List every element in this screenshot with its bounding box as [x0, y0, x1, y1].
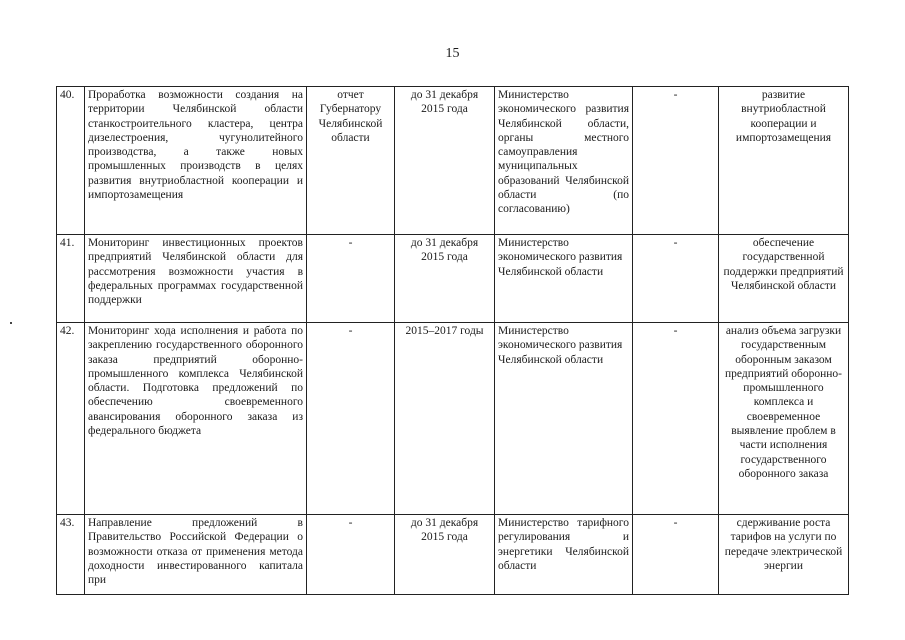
row-deadline: до 31 декабря 2015 года	[395, 87, 495, 235]
row-funding: -	[633, 323, 719, 515]
row-expected-result: сдерживание роста тарифов на услуги по передаче электрической энергии	[719, 515, 849, 595]
row-executor: Министерство экономического развития Челябинской области	[495, 235, 633, 323]
row-deadline: до 31 декабря 2015 года	[395, 515, 495, 595]
row-report-form: -	[307, 515, 395, 595]
row-report-form: -	[307, 235, 395, 323]
row-expected-result: развитие внутриобластной кооперации и импортозамещения	[719, 87, 849, 235]
row-expected-result: обеспечение государственной поддержки предприятий Челябинской области	[719, 235, 849, 323]
row-report-form: -	[307, 323, 395, 515]
row-executor: Министерство экономического развития Челябинской области, органы местного самоуправления муниципальных образований Челябинской области (по согласованию)	[495, 87, 633, 235]
row-number: 42.	[57, 323, 85, 515]
table-row	[57, 323, 849, 515]
row-deadline: до 31 декабря 2015 года	[395, 235, 495, 323]
row-executor: Министерство экономического развития Челябинской области	[495, 323, 633, 515]
table-row	[57, 235, 849, 323]
row-description: Проработка возможности создания на территории Челябинской области станкостроительного кластера, центра дизелестроения, чугунолитейного производства, а также новых промышленных производств в целях развития внутриобластной кооперации и импортозамещения	[85, 87, 307, 235]
row-deadline: 2015–2017 годы	[395, 323, 495, 515]
action-plan-table	[56, 86, 849, 595]
row-expected-result: анализ объема загрузки государственным оборонным заказом предприятий оборонно-промышленного комплекса и своевременное выявление проблем в части исполнения государственного оборонного заказа	[719, 323, 849, 515]
row-number: 40.	[57, 87, 85, 235]
row-description: Мониторинг инвестиционных проектов предприятий Челябинской области для рассмотрения возможности участия в федеральных программах государственной поддержки	[85, 235, 307, 323]
row-executor: Министерство тарифного регулирования и энергетики Челябинской области	[495, 515, 633, 595]
row-number: 41.	[57, 235, 85, 323]
table-row	[57, 87, 849, 235]
page-number: 15	[445, 46, 460, 61]
row-description: Направление предложений в Правительство Российской Федерации о возможности отказа от применения метода доходности инвестированного капитала при	[85, 515, 307, 595]
row-funding: -	[633, 87, 719, 235]
row-report-form: отчет Губернатору Челябинской области	[307, 87, 395, 235]
row-funding: -	[633, 235, 719, 323]
table-row	[57, 515, 849, 595]
row-number: 43.	[57, 515, 85, 595]
row-description: Мониторинг хода исполнения и работа по закреплению государственного оборонного заказа предприятий оборонно-промышленного комплекса Челябинской области. Подготовка предложений по обеспечению своевременного авансирования оборонного заказа из федерального бюджета	[85, 323, 307, 515]
row-funding: -	[633, 515, 719, 595]
scan-dot	[10, 322, 12, 324]
